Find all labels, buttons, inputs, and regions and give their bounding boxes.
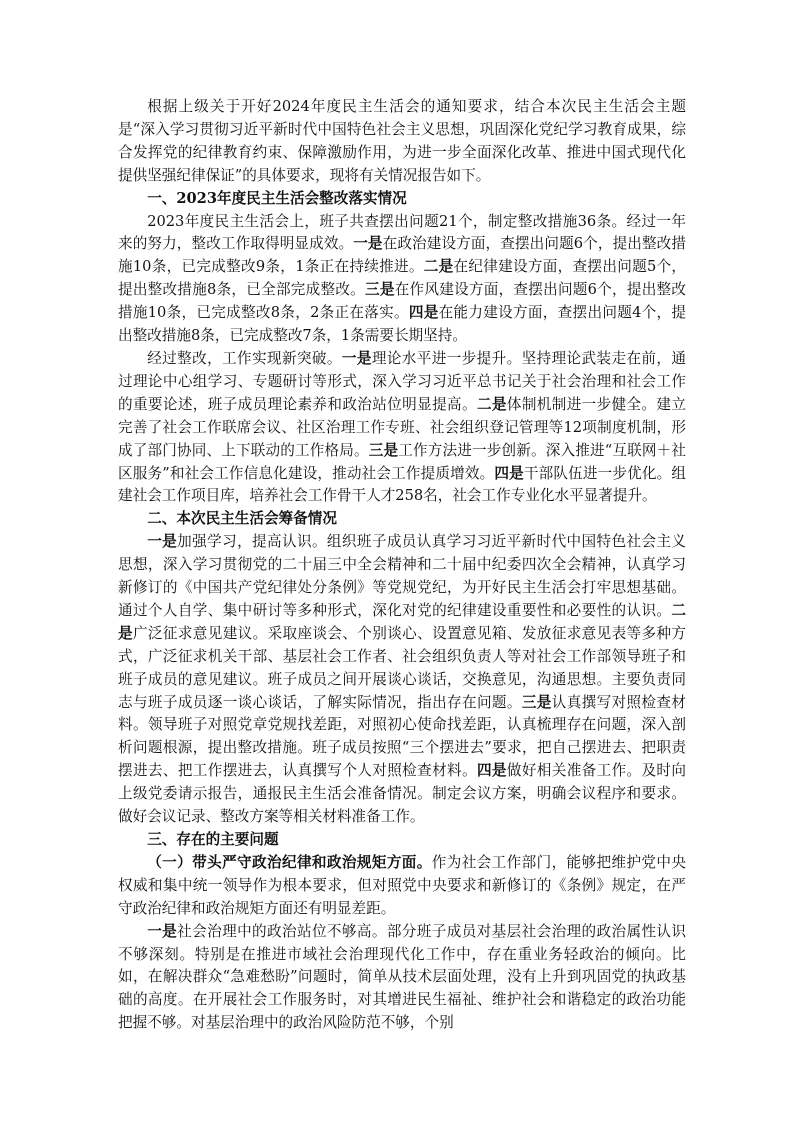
text: 经过整改，工作实现新突破。 [147, 349, 342, 367]
keyword: 四是 [494, 464, 524, 482]
keyword: 三是 [368, 441, 399, 459]
section-2-paragraph [118, 531, 686, 829]
keyword: 二是 [118, 601, 686, 642]
text: 理论水平进一步提升。坚持理论武装走在前，通过理论中心组学习、专题研讨等形式，深入学习习近平总书记关于社会治理和社会工作的重要论述，班子成员理论素养和政治站位明显提高。 [118, 349, 686, 413]
text: 工作方法进一步创新。深入推进“互联网＋社区服务”和社会工作信息化建设，推动社会工作提质增效。 [118, 441, 686, 482]
intro-paragraph: 根据上级关于开好2024年度民主生活会的通知要求，结合本次民主生活会主题是“深入学习贯彻习近平新时代中国特色社会主义思想，巩固深化党纪学习教育成果，综合发挥党的纪律教育约束、保障激励作用，为进一步全面深化改革、推进中国式现代化提供坚强纪律保证”的具体要求，现将有关情况报告如下。 [118, 98, 686, 184]
section-1-paragraph-1 [118, 211, 686, 348]
keyword: 四是 [408, 304, 439, 322]
section-3-heading: 三、存在的主要问题 [147, 831, 279, 848]
text: 在政治建设方面，查摆出问题6个，提出整改措施10条，已完成整改9条，1条正在持续推进。 [118, 235, 686, 276]
keyword: 四是 [476, 762, 507, 780]
text: 加强学习，提高认识。组织班子成员认真学习习近平新时代中国特色社会主义思想，深入学习贯彻党的二十届三中全会精神和二十届中纪委四次全会精神，认真学习新修订的《中国共产党纪律处分条例》等党规党纪，为开好民主生活会打牢思想基础。通过个人自学、集中研讨等多种形式，深化对党的纪律建设重要性和必要性的认识。 [118, 533, 686, 619]
text: 体制机制进一步健全。建立完善了社会工作联席会议、社区治理工作专班、社会组织登记管理等12项制度机制，形成了部门协同、上下联动的工作格局。 [118, 395, 686, 459]
text: 作为社会工作部门，能够把维护党中央权威和集中统一领导作为根本要求，但对照党中央要求和新修订的《条例》规定，在严守政治纪律和政治规矩方面还有明显差距。 [118, 853, 686, 917]
keyword: 一是 [147, 533, 178, 551]
keyword: 二是 [476, 395, 507, 413]
section-2-heading: 二、本次民主生活会筹备情况 [147, 510, 337, 528]
text: 2023年度民主生活会上，班子共查摆出问题21个，制定整改措施36条。经过一年来的努力，整改工作取得明显成效。 [118, 212, 686, 253]
keyword: 一是 [353, 235, 383, 253]
text: 做好相关准备工作。及时向上级党委请示报告，通报民主生活会准备情况。制定会议方案，明确会议程序和要求。做好会议记录、整改方案等相关材料准备工作。 [118, 762, 686, 826]
text: 认真撰写对照检查材料。领导班子对照党章党规找差距，对照初心使命找差距，认真梳理存在问题，深入剖析问题根源，提出整改措施。班子成员按照“三个摆进去”要求，把自己摆进去、把职责摆进去、把工作摆进去，认真撰写个人对照检查材料。 [118, 693, 686, 780]
text: 干部队伍进一步优化。组建社会工作项目库，培养社会工作骨干人才258名，社会工作专业化水平显著提升。 [118, 464, 686, 505]
section-1-paragraph-2 [118, 348, 686, 508]
text: 社会治理中的政治站位不够高。部分班子成员对基层社会治理的政治属性认识不够深刻。特别是在推进市域社会治理现代化工作中，存在重业务轻政治的倾向。比如，在解决群众“急难愁盼”问题时，简单从技术层面处理，没有上升到巩固党的执政基础的高度。在开展社会工作服务时，对其增进民生福祉、维护社会和谐稳定的政治功能把握不够。对基层治理中的政治风险防范不够，个别 [118, 922, 686, 1032]
section-1-heading: 一、2023年度民主生活会整改落实情况 [147, 189, 407, 207]
section-3-subsection-1 [118, 852, 686, 921]
keyword: 一是 [147, 922, 178, 940]
document-page [118, 96, 686, 1035]
keyword: 一是 [341, 349, 372, 367]
text: 广泛征求意见建议。采取座谈会、个别谈心、设置意见箱、发放征求意见表等多种方式，广泛征求机关干部、基层社会工作者、社会组织负责人等对社会工作部领导班子和班子成员的意见建议。班子成员之间开展谈心谈话，交换意见，沟通思想。主要负责同志与班子成员逐一谈心谈话，了解实际情况，指出存在问题。 [118, 624, 686, 711]
text: 在作风建设方面，查摆出问题6个，提出整改措施10条，已完成整改8条，2条正在落实。 [118, 281, 686, 322]
section-3-paragraph-1 [118, 921, 686, 1036]
keyword: 三是 [365, 281, 395, 299]
text: 在纪律建设方面，查摆出问题5个，提出整改措施8条，已全部完成整改。 [118, 258, 686, 299]
keyword: 三是 [521, 693, 552, 711]
keyword: 二是 [423, 258, 454, 276]
text: 在能力建设方面，查摆出问题4个，提出整改措施8条，已完成整改7条，1条需要长期坚持。 [118, 304, 686, 345]
subsection-heading: （一）带头严守政治纪律和政治规矩方面。 [147, 853, 432, 871]
